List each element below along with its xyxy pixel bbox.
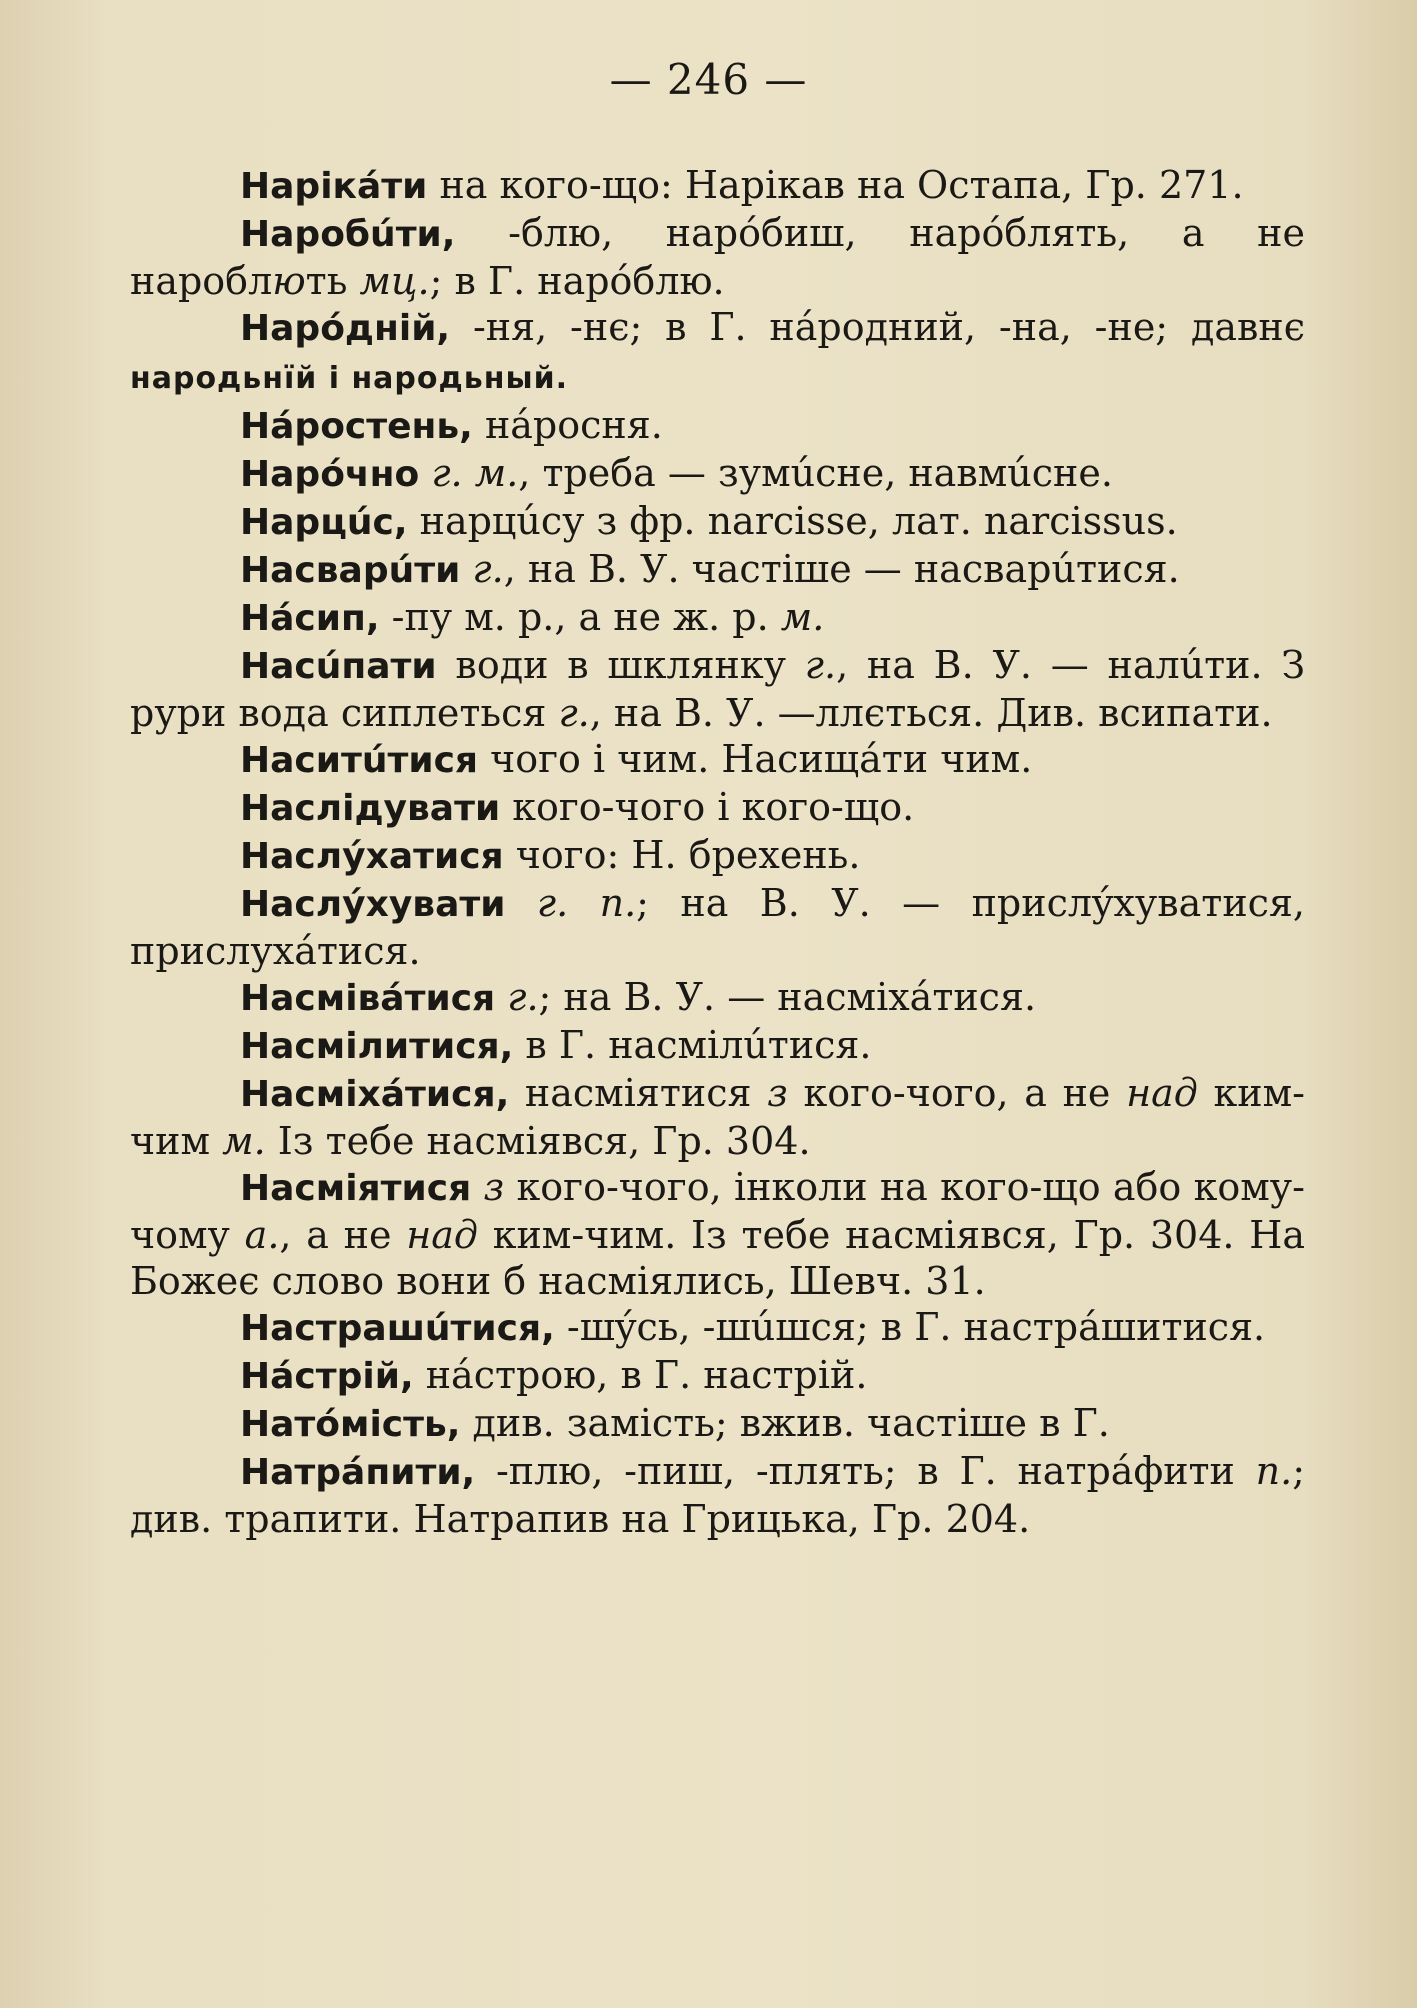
dictionary-entry (130, 880, 1305, 974)
entry-text: , а не (279, 1213, 407, 1257)
dictionary-entry (130, 974, 1305, 1022)
entry-text: Із тебе насміявся, Гр. 304. (265, 1119, 811, 1163)
headword: Насміхáтися, (240, 1074, 510, 1115)
dictionary-entry (130, 1164, 1305, 1304)
headword: Нáсип, (240, 598, 380, 639)
italic-abbreviation: г. (558, 691, 590, 735)
headword: Нарóдній, (240, 308, 451, 349)
entry-text: кого-чого, інколи на кого-що або кому-чому (130, 1165, 1305, 1257)
entry-text: -плю, -пиш, -плять; в Г. натрáфити (475, 1449, 1256, 1493)
headword: Нарцúс, (240, 502, 408, 543)
entry-text: нарцúсу з фр. narcisse, лат. narcissus. (407, 499, 1178, 543)
headword: Насміятися (240, 1168, 472, 1209)
headword: Наробúти, (240, 214, 456, 255)
entry-text: ; див. трапити. Натрапив на Грицька, Гр. 204. (130, 1449, 1305, 1541)
dictionary-entry (130, 642, 1305, 736)
entry-text: див. замість; вжив. частіше в Г. (460, 1401, 1110, 1445)
headword: Натрáпити, (240, 1452, 476, 1493)
entry-text (419, 451, 431, 495)
italic-abbreviation: з (767, 1071, 788, 1115)
entry-text: , на В. У. частіше — насварúтися. (503, 547, 1180, 591)
dictionary-entry (130, 210, 1305, 304)
entry-text (471, 1165, 483, 1209)
dictionary-entry (130, 1022, 1305, 1070)
entry-text: , на В. У. — налúти. З рури вода сиплеться (130, 643, 1305, 735)
entry-text: в Г. насмілúтися. (513, 1023, 872, 1067)
headword: Настрашúтися, (240, 1308, 555, 1349)
entry-text: -пу м. р., а не ж. р. (379, 595, 781, 639)
italic-abbreviation: м. (780, 595, 825, 639)
dictionary-entries (130, 162, 1305, 1542)
dictionary-entry (130, 1352, 1305, 1400)
italic-abbreviation: г. (507, 975, 539, 1019)
dictionary-entry (130, 304, 1305, 402)
headword: Насúпати (240, 646, 437, 687)
entry-text: , на В. У. —ллється. Див. всипати. (589, 691, 1273, 735)
headword: Насмівáтися (240, 978, 496, 1019)
headword: Нáстрій, (240, 1356, 414, 1397)
dictionary-entry (130, 832, 1305, 880)
headword: Натóмість, (240, 1404, 461, 1445)
italic-abbreviation: а. (244, 1213, 280, 1257)
entry-text: нáросня. (472, 403, 663, 447)
dictionary-entry (130, 784, 1305, 832)
headword: Наслýхувати (240, 884, 506, 925)
entry-text: чого: Н. брехень. (503, 833, 861, 877)
dictionary-entry (130, 736, 1305, 784)
dictionary-entry (130, 450, 1305, 498)
headword: Насварúти (240, 550, 461, 591)
entry-text: на когo-що: Нарікав на Остапа, Гр. 271. (427, 163, 1244, 207)
entry-text: чого і чим. Насищáти чим. (478, 737, 1033, 781)
italic-abbreviation: ю (272, 259, 306, 303)
entry-text (505, 881, 536, 925)
dictionary-entry (130, 498, 1305, 546)
italic-abbreviation: п. (1255, 1449, 1293, 1493)
italic-abbreviation: г. (804, 643, 837, 687)
entry-text: ким-чим. Із тебе насміявся, Гр. 304. На Божеє слово вони б насміялись, Шевч. 31. (130, 1213, 1306, 1303)
headword: Наслýхатися (240, 836, 504, 877)
entry-text: кого-чого і кого-що. (500, 785, 915, 829)
dictionary-entry (130, 402, 1305, 450)
italic-abbreviation: мц. (359, 259, 430, 303)
dictionary-entry (130, 594, 1305, 642)
dictionary-entry (130, 546, 1305, 594)
entry-text: ; на В. У. — прислýхуватися, прислухáтися. (130, 881, 1305, 973)
entry-text: , треба — зумúсне, навмúсне. (518, 451, 1113, 495)
dictionary-entry (130, 1304, 1305, 1352)
headword: Нáростень, (240, 406, 473, 447)
entry-text: -блю, нарóбиш, нарóблять, а не наробл (130, 211, 1305, 303)
entry-text: ; на В. У. — насміхáтися. (538, 975, 1037, 1019)
page-number: — 246 — (609, 55, 808, 104)
italic-abbreviation: над (1126, 1071, 1198, 1115)
dictionary-entry (130, 1400, 1305, 1448)
entry-text: нáстрою, в Г. настрій. (413, 1353, 868, 1397)
headword: Наситúтися (240, 740, 479, 781)
headword: Нарóчно (240, 454, 420, 495)
headword: Наслідувати (240, 788, 501, 829)
italic-abbreviation: з (483, 1165, 505, 1209)
entry-text (460, 547, 472, 591)
italic-abbreviation: м. (222, 1119, 266, 1163)
entry-text: кого-чого, а не (787, 1071, 1127, 1115)
archaic-form: народьнїй і народьный. (130, 361, 568, 396)
dictionary-entry (130, 162, 1305, 210)
entry-text: насміятися (509, 1071, 768, 1115)
entry-text: води в шклянку (436, 643, 805, 687)
entry-text: -шýсь, -шúшся; в Г. настрáшитися. (554, 1305, 1266, 1349)
entry-text: ть (305, 259, 360, 303)
headword: Насмілитися, (240, 1026, 514, 1067)
entry-text: ; в Г. нарóблю. (429, 259, 725, 303)
dictionary-entry (130, 1448, 1305, 1542)
headword: Нарікáти (240, 166, 428, 207)
italic-abbreviation: г. п. (536, 881, 637, 925)
dictionary-entry (130, 1070, 1305, 1164)
entry-text: ким-чим (130, 1071, 1305, 1163)
entry-text (495, 975, 507, 1019)
italic-abbreviation: г. (472, 547, 504, 591)
italic-abbreviation: над (406, 1213, 478, 1257)
italic-abbreviation: г. м. (431, 451, 519, 495)
entry-text: -ня, -нє; в Г. нáродний, -на, -не; давнє (450, 305, 1305, 349)
